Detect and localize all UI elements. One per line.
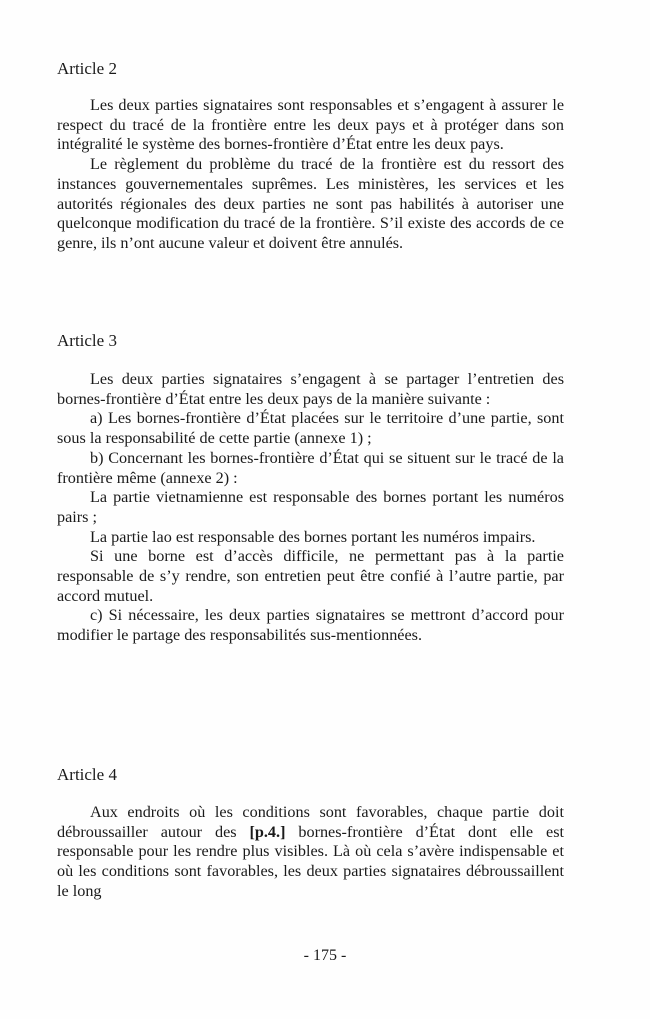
article-3-vietnam-responsibility: La partie vietnamienne est responsable des bornes portant les numéros pairs ; — [57, 488, 564, 526]
article-2-paragraph-1: Les deux parties signataires sont responsables et s’engagent à assurer le respect du tracé de la frontière entre les deux pays et à protéger dans son intégralité le système des bornes-frontière d’État entre les deux pays. — [57, 96, 564, 154]
article-3-lao-responsibility: La partie lao est responsable des bornes portant les numéros impairs. — [90, 527, 536, 546]
article-2-heading: Article 2 — [57, 59, 117, 78]
article-4-text-before: Aux endroits où les conditions sont favorables, chaque partie doit débroussailler autour des — [57, 803, 564, 841]
article-3-item-b: b) Concernant les bornes-frontière d’État qui se situent sur le tracé de la frontière même (annexe 2) : — [57, 448, 564, 487]
article-4-paragraph-1 — [57, 803, 564, 902]
article-4-text-after: bornes-frontière d’État dont elle est responsable pour les rendre plus visibles. Là où cela s’avère indispensable et où les conditions sont favorables, les deux parties signataires débroussaillent le long — [57, 822, 564, 900]
article-2-body — [57, 96, 564, 254]
page-number: - 175 - — [303, 947, 347, 964]
article-3-item-c: c) Si nécessaire, les deux parties signataires se mettront d’accord pour modifier le partage des responsabilités sus-mentionnées. — [57, 606, 564, 645]
article-3-item-a: a) Les bornes-frontière d’État placées sur le territoire d’une partie, sont sous la responsabilité de cette partie (annexe 1) ; — [57, 409, 564, 448]
article-2-paragraph-2: Le règlement du problème du tracé de la frontière est du ressort des instances gouvernementales suprêmes. Les ministères, les services et les autorités régionales des deux parties ne sont pas habilités à autoriser une quelconque modification du tracé de la frontière. S’il existe des accords de ce genre, ils n’ont aucune valeur et doivent être annulés. — [57, 155, 564, 252]
article-3-paragraph-1: Les deux parties signataires s’engagent à se partager l’entretien des bornes-frontière d’État entre les deux pays de la manière suivante : — [57, 370, 564, 408]
article-3-difficult-access: Si une borne est d’accès difficile, ne permettant pas à la partie responsable de s’y rendre, son entretien peut être confié à l’autre partie, par accord mutuel. — [57, 547, 564, 605]
page-reference: [p.4.] — [249, 822, 286, 841]
article-3-heading: Article 3 — [57, 331, 117, 350]
article-3-body — [57, 370, 564, 646]
article-4-body — [57, 803, 564, 902]
article-4-heading: Article 4 — [57, 765, 117, 784]
